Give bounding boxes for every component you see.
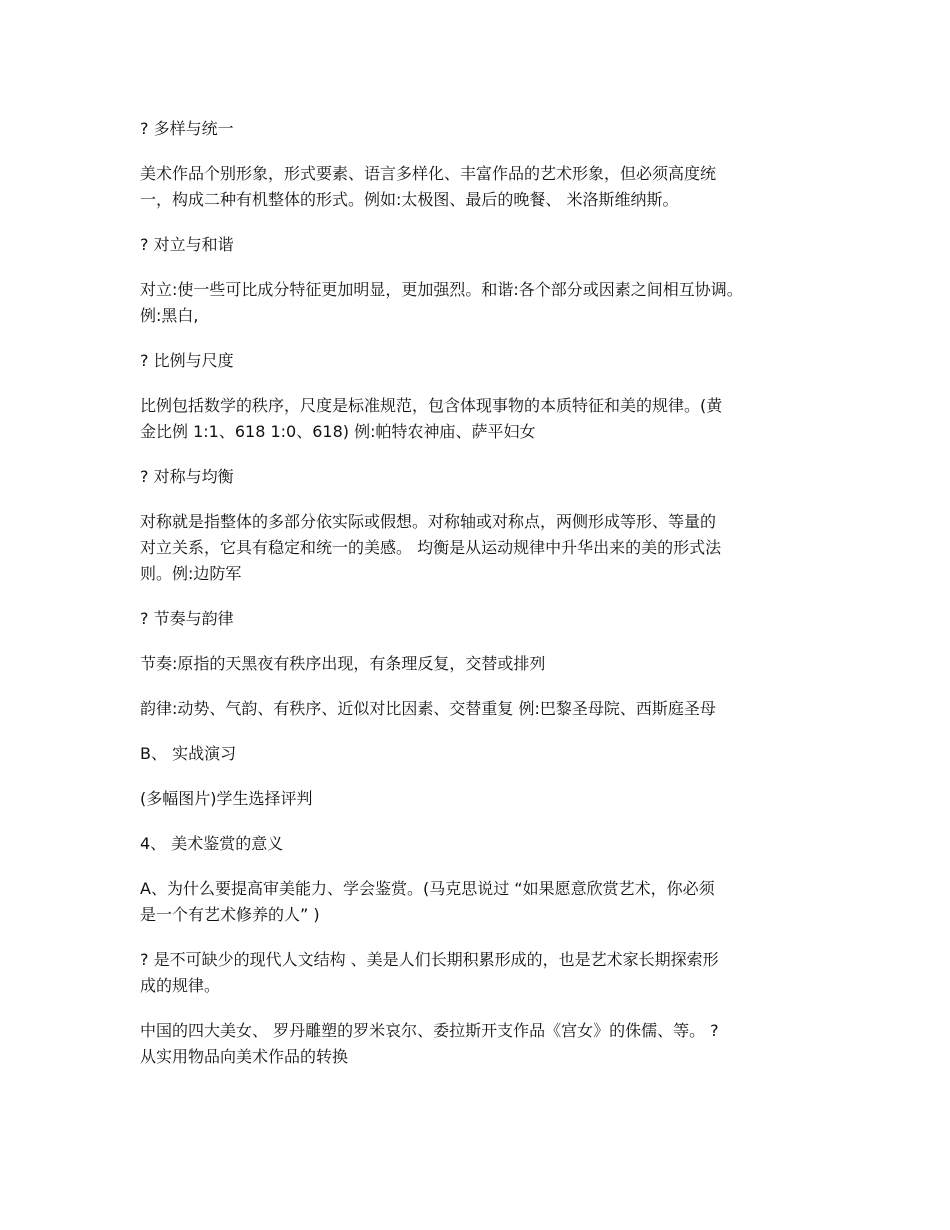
text-line: A、为什么要提高审美能力、学会鉴赏。(马克思说过 “如果愿意欣赏艺术，你必须	[140, 879, 715, 898]
body-paragraph	[140, 393, 840, 445]
text-line: 美术作品个别形象，形式要素、语言多样化、丰富作品的艺术形象，但必须高度统	[140, 164, 717, 183]
body-paragraph	[140, 277, 840, 329]
body-paragraph	[140, 509, 840, 587]
text-line: ? 节奏与韵律	[140, 609, 234, 628]
text-line: ? 对称与均衡	[140, 467, 234, 486]
section-heading	[140, 232, 840, 258]
text-line: ? 比例与尺度	[140, 351, 234, 370]
text-line: 对称就是指整体的多部分依实际或假想。对称轴或对称点，两侧形成等形、等量的	[140, 512, 717, 531]
section-heading	[140, 464, 840, 490]
text-line: 成的规律。	[140, 976, 221, 995]
body-paragraph	[140, 947, 840, 999]
section-heading	[140, 606, 840, 632]
text-line: B、 实战演习	[140, 744, 237, 763]
body-paragraph	[140, 696, 840, 722]
text-line: 对立:使一些可比成分特征更加明显，更加强烈。和谐:各个部分或因素之间相互协调。	[140, 280, 743, 299]
text-line: 中国的四大美女、 罗丹雕塑的罗米哀尔、委拉斯开支作品《宫女》的侏儒、等。 ?	[140, 1021, 719, 1040]
text-line: 从实用物品向美术作品的转换	[140, 1047, 349, 1066]
body-paragraph	[140, 651, 840, 677]
text-line: 4、 美术鉴赏的意义	[140, 834, 284, 853]
text-line: 节奏:原指的天黑夜有秩序出现，有条理反复，交替或排列	[140, 654, 546, 673]
text-line: ? 多样与统一	[140, 119, 234, 138]
section-heading	[140, 741, 840, 767]
text-line: 是一个有艺术修养的人” )	[140, 905, 320, 924]
body-paragraph	[140, 161, 840, 213]
body-paragraph	[140, 1018, 840, 1070]
body-paragraph	[140, 786, 840, 812]
section-heading	[140, 831, 840, 857]
text-line: 则。例:边防军	[140, 564, 242, 583]
text-line: 一，构成二种有机整体的形式。例如:太极图、最后的晚餐、 米洛斯维纳斯。	[140, 190, 679, 209]
text-line: 金比例 1:1、618 1:0、618) 例:帕特农神庙、萨平妇女	[140, 422, 536, 441]
section-heading	[140, 116, 840, 142]
text-line: 例:黑白,	[140, 306, 199, 325]
text-line: ? 是不可缺少的现代人文结构 、美是人们长期积累形成的，也是艺术家长期探索形	[140, 950, 719, 969]
text-line: (多幅图片)学生选择评判	[140, 789, 313, 808]
text-line: 对立关系，它具有稳定和统一的美感。 均衡是从运动规律中升华出来的美的形式法	[140, 538, 722, 557]
document-page	[140, 116, 840, 1089]
section-heading	[140, 348, 840, 374]
body-paragraph	[140, 876, 840, 928]
text-line: 比例包括数学的秩序，尺度是标准规范，包含体现事物的本质特征和美的规律。(黄	[140, 396, 723, 415]
text-line: 韵律:动势、气韵、有秩序、近似对比因素、交替重复 例:巴黎圣母院、西斯庭圣母	[140, 699, 716, 718]
text-line: ? 对立与和谐	[140, 235, 234, 254]
